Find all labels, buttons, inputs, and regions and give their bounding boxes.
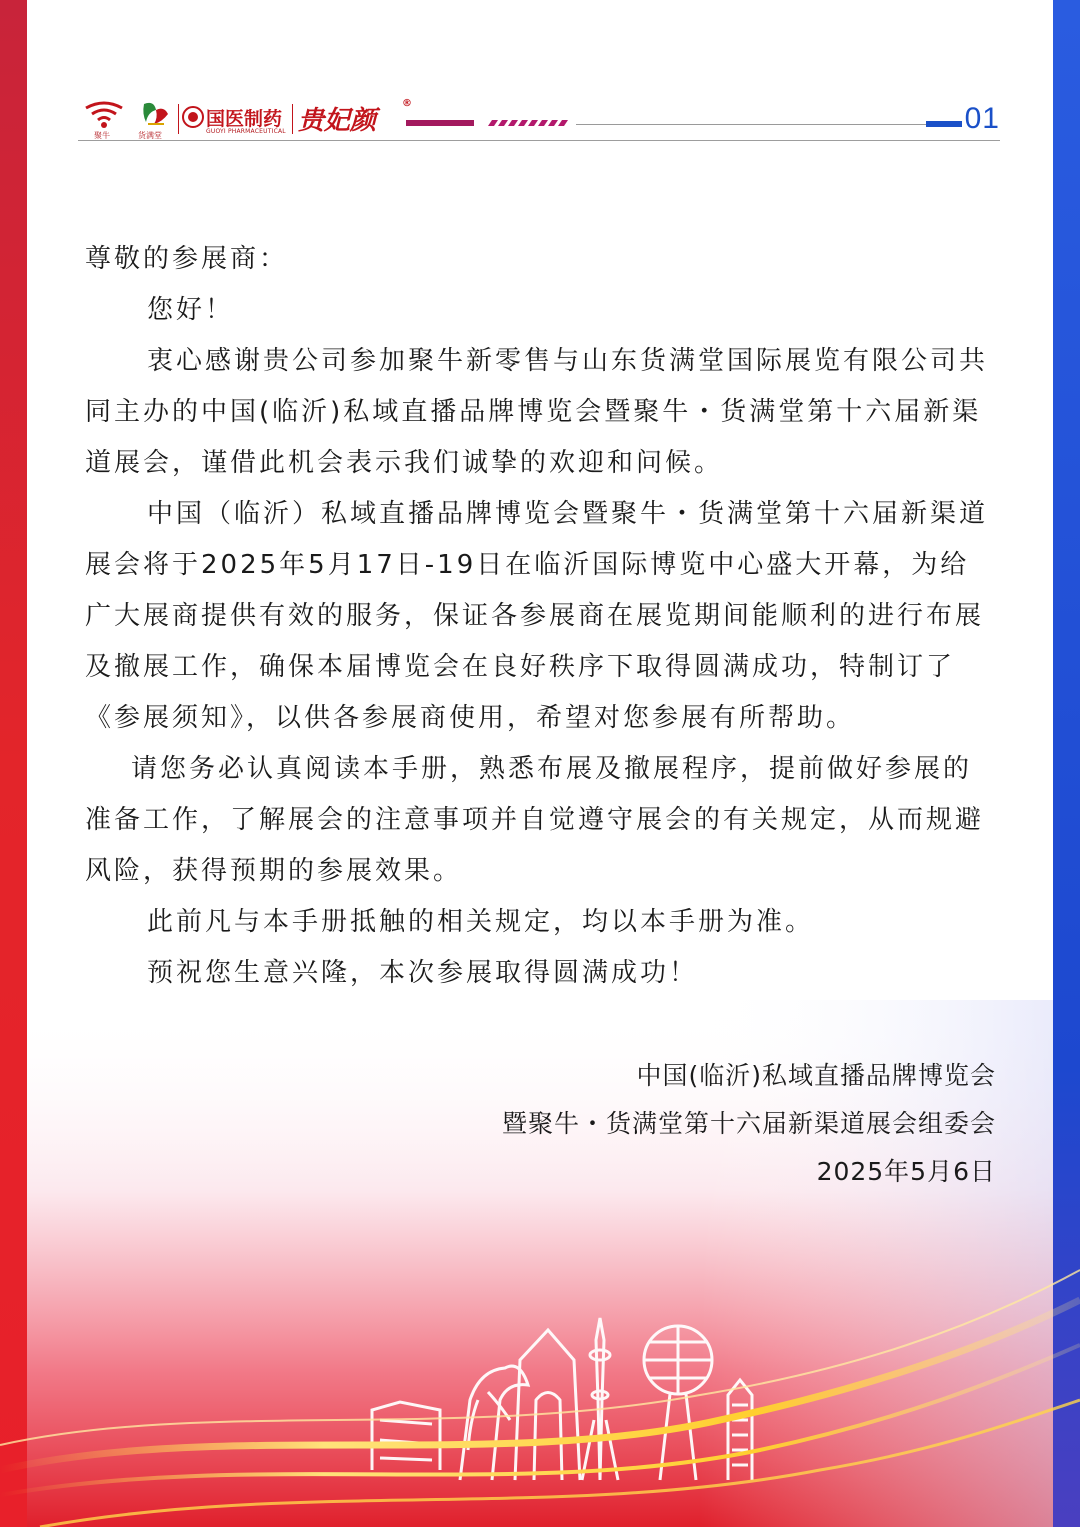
guifeiyan-name: 贵妃颜 bbox=[298, 106, 377, 136]
signature-block bbox=[502, 1052, 996, 1196]
registered-mark: ® bbox=[402, 98, 412, 109]
salutation: 尊敬的参展商： bbox=[85, 244, 289, 274]
header-rule bbox=[78, 140, 1000, 141]
header-decorative-stripes bbox=[406, 118, 1006, 132]
greeting: 您好！ bbox=[147, 295, 235, 325]
logo-divider bbox=[292, 104, 293, 134]
signature-date: 2025年5月6日 bbox=[816, 1157, 996, 1186]
signature-organizer-line1: 中国(临沂)私域直播品牌博览会 bbox=[636, 1061, 996, 1090]
guoyi-seal-icon bbox=[182, 106, 204, 128]
huomantang-logo-caption: 货满堂 bbox=[138, 131, 162, 140]
letter-paragraph: 预祝您生意兴隆，本次参展取得圆满成功！ bbox=[147, 958, 699, 988]
guifeiyan-logo bbox=[298, 98, 412, 140]
letter-body bbox=[85, 234, 997, 999]
page-number: 01 bbox=[964, 102, 1000, 135]
letter-paragraph: 衷心感谢贵公司参加聚牛新零售与山东货满堂国际展览有限公司共同主办的中国(临沂)私域直播品牌博览会暨聚牛・货满堂第十六届新渠道展会，谨借此机会表示我们诚挚的欢迎和问候。 bbox=[85, 346, 989, 478]
logo-divider bbox=[178, 104, 179, 134]
letter-paragraph: 中国（临沂）私域直播品牌博览会暨聚牛・货满堂第十六届新渠道展会将于2025年5月17日-19日在临沂国际博览中心盛大开幕，为给广大展商提供有效的服务，保证各参展商在展览期间能顺利的进行布展及撤展工作，确保本届博览会在良好秩序下取得圆满成功，特制订了《参展须知》，以供各参展商使用，希望对您参展有所帮助。 bbox=[85, 499, 989, 733]
guoyi-logo bbox=[182, 100, 292, 140]
signature-organizer-line2: 暨聚牛・货满堂第十六届新渠道展会组委会 bbox=[501, 1109, 996, 1138]
huomantang-logo bbox=[134, 100, 176, 140]
juniu-horns-icon bbox=[82, 100, 126, 130]
juniu-logo-caption: 聚牛 bbox=[94, 131, 110, 140]
letter-paragraph: 请您务必认真阅读本手册，熟悉布展及撤展程序，提前做好参展的准备工作，了解展会的注意事项并自觉遵守展会的有关规定，从而规避风险，获得预期的参展效果。 bbox=[85, 754, 985, 886]
juniu-logo bbox=[82, 100, 126, 140]
huomantang-emblem-icon bbox=[134, 100, 176, 130]
guoyi-english: GUOYI PHARMACEUTICAL bbox=[206, 128, 286, 135]
letter-paragraph: 此前凡与本手册抵触的相关规定，均以本手册为准。 bbox=[147, 907, 815, 937]
page-header bbox=[78, 98, 1000, 142]
guoyi-name: 国医制药 bbox=[206, 108, 283, 130]
